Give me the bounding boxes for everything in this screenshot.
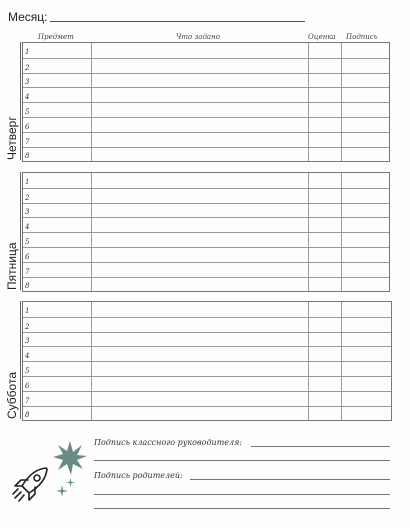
month-label: Месяц: — [8, 10, 48, 24]
sparkle-icon — [66, 478, 75, 487]
column-divider — [308, 302, 309, 420]
table-row[interactable] — [23, 232, 389, 248]
day-label: Суббота — [5, 372, 19, 420]
column-divider — [91, 43, 92, 161]
table-row[interactable] — [23, 317, 391, 333]
lesson-number: 3 — [25, 78, 30, 87]
lesson-number: 4 — [25, 223, 30, 232]
lesson-number: 8 — [25, 411, 30, 420]
teacher-signature-line[interactable] — [94, 460, 390, 461]
column-divider — [308, 43, 309, 161]
day-table — [22, 301, 392, 421]
lesson-number: 4 — [25, 93, 30, 102]
star-burst-icon — [52, 440, 88, 476]
table-row[interactable] — [23, 332, 391, 348]
table-row[interactable] — [23, 87, 389, 103]
parent-signature-label: Подпись родителей: — [94, 471, 183, 480]
lesson-number: 1 — [25, 177, 30, 186]
lesson-number: 6 — [25, 252, 30, 261]
day-label: Пятница — [5, 242, 19, 291]
table-row[interactable] — [23, 203, 389, 219]
teacher-signature-label: Подпись классного руководителя: — [94, 438, 243, 447]
lesson-number: 2 — [25, 63, 30, 72]
lesson-number: 2 — [25, 322, 30, 331]
lesson-number: 5 — [25, 107, 30, 116]
table-row[interactable] — [23, 173, 389, 188]
lesson-number: 5 — [25, 366, 30, 375]
table-row[interactable] — [23, 217, 389, 233]
lesson-number: 2 — [25, 193, 30, 202]
lesson-number: 1 — [25, 47, 30, 56]
day-label: Четверг — [5, 116, 19, 161]
table-row[interactable] — [23, 132, 389, 148]
lesson-number: 4 — [25, 352, 30, 361]
table-row[interactable] — [23, 277, 389, 293]
lesson-number: 6 — [25, 381, 30, 390]
table-row[interactable] — [23, 58, 389, 74]
column-divider — [341, 302, 342, 420]
column-divider — [308, 173, 309, 291]
table-row[interactable] — [23, 188, 389, 204]
table-row[interactable] — [23, 102, 389, 118]
table-row[interactable] — [23, 117, 389, 133]
col-header-assigned: Что задано — [176, 33, 220, 41]
table-row[interactable] — [23, 346, 391, 362]
table-row[interactable] — [23, 247, 389, 263]
lesson-number: 5 — [25, 237, 30, 246]
teacher-signature-line[interactable] — [251, 446, 390, 447]
column-divider — [341, 173, 342, 291]
lesson-number: 6 — [25, 122, 30, 131]
day-table — [22, 172, 390, 292]
lesson-number: 8 — [25, 152, 30, 161]
lesson-number: 3 — [25, 208, 30, 217]
lesson-number: 7 — [25, 396, 30, 405]
lesson-number: 1 — [25, 306, 30, 315]
day-table — [22, 42, 390, 162]
parent-signature-line[interactable] — [94, 508, 390, 509]
day-bracket — [20, 42, 21, 160]
col-header-subject: Предмет — [38, 33, 74, 41]
table-row[interactable] — [23, 361, 391, 377]
table-row[interactable] — [23, 43, 389, 58]
table-row[interactable] — [23, 406, 391, 422]
table-row[interactable] — [23, 302, 391, 317]
table-row[interactable] — [23, 376, 391, 392]
column-divider — [91, 173, 92, 291]
lesson-number: 7 — [25, 137, 30, 146]
parent-signature-line[interactable] — [190, 479, 390, 480]
day-bracket — [20, 172, 21, 290]
col-header-signature: Подпись — [346, 33, 378, 41]
column-divider — [91, 302, 92, 420]
table-row[interactable] — [23, 73, 389, 89]
column-divider — [341, 43, 342, 161]
lesson-number: 8 — [25, 282, 30, 291]
rocket-icon — [8, 462, 54, 508]
table-row[interactable] — [23, 147, 389, 163]
table-row[interactable] — [23, 262, 389, 278]
lesson-number: 7 — [25, 267, 30, 276]
day-bracket — [20, 301, 21, 419]
month-line — [50, 21, 305, 22]
col-header-grade: Оценка — [308, 33, 336, 41]
table-row[interactable] — [23, 391, 391, 407]
parent-signature-line[interactable] — [94, 494, 390, 495]
lesson-number: 3 — [25, 337, 30, 346]
